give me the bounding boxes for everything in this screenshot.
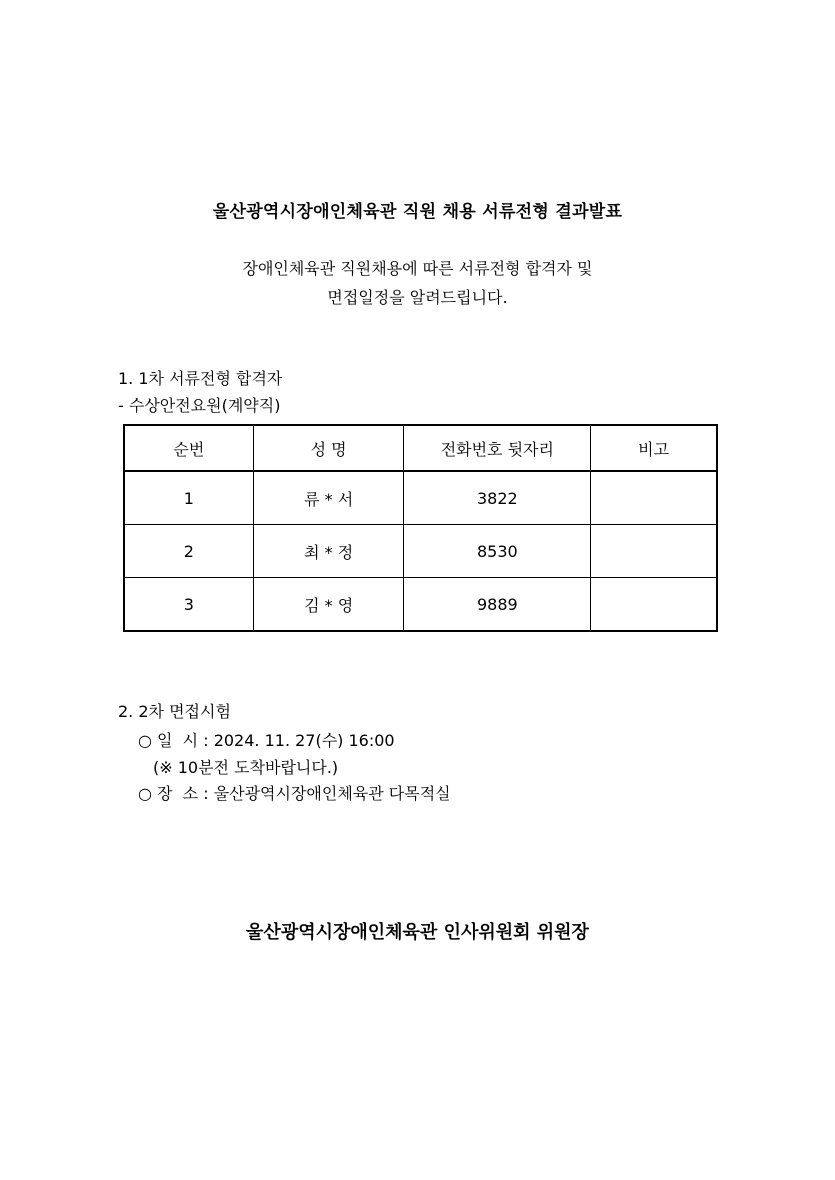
cell-no: 2 — [124, 525, 253, 578]
issuer-signature: 울산광역시장애인체육관 인사위원회 위원장 — [246, 922, 589, 943]
header-note: 비고 — [591, 425, 717, 471]
cell-phone: 9889 — [404, 578, 591, 632]
results-table — [123, 424, 718, 632]
cell-phone: 8530 — [404, 525, 591, 578]
header-name: 성 명 — [253, 425, 404, 471]
interview-place: ○ 장 소 : 울산광역시장애인체육관 다목적실 — [138, 784, 451, 803]
section1-subheading: - 수상안전요원(계약직) — [118, 396, 281, 415]
cell-name: 김 * 영 — [253, 578, 404, 632]
table-row — [124, 525, 717, 578]
header-phone: 전화번호 뒷자리 — [404, 425, 591, 471]
cell-name: 최 * 정 — [253, 525, 404, 578]
cell-no: 3 — [124, 578, 253, 632]
arrival-note: (※ 10분전 도착바랍니다.) — [153, 758, 339, 777]
table-row — [124, 471, 717, 525]
cell-name: 류 * 서 — [253, 471, 404, 525]
table-header-row — [124, 425, 717, 471]
intro-line-2: 면접일정을 알려드립니다. — [327, 288, 508, 307]
intro-line-1: 장애인체육관 직원채용에 따른 서류전형 합격자 및 — [242, 259, 593, 278]
page-title: 울산광역시장애인체육관 직원 채용 서류전형 결과발표 — [212, 202, 623, 222]
cell-note — [591, 471, 717, 525]
section2-heading: 2. 2차 면접시험 — [118, 702, 231, 721]
header-no: 순번 — [124, 425, 253, 471]
interview-date: ○ 일 시 : 2024. 11. 27(수) 16:00 — [138, 731, 395, 750]
table-row — [124, 578, 717, 632]
cell-no: 1 — [124, 471, 253, 525]
cell-note — [591, 578, 717, 632]
cell-phone: 3822 — [404, 471, 591, 525]
cell-note — [591, 525, 717, 578]
section1-heading: 1. 1차 서류전형 합격자 — [118, 369, 283, 388]
